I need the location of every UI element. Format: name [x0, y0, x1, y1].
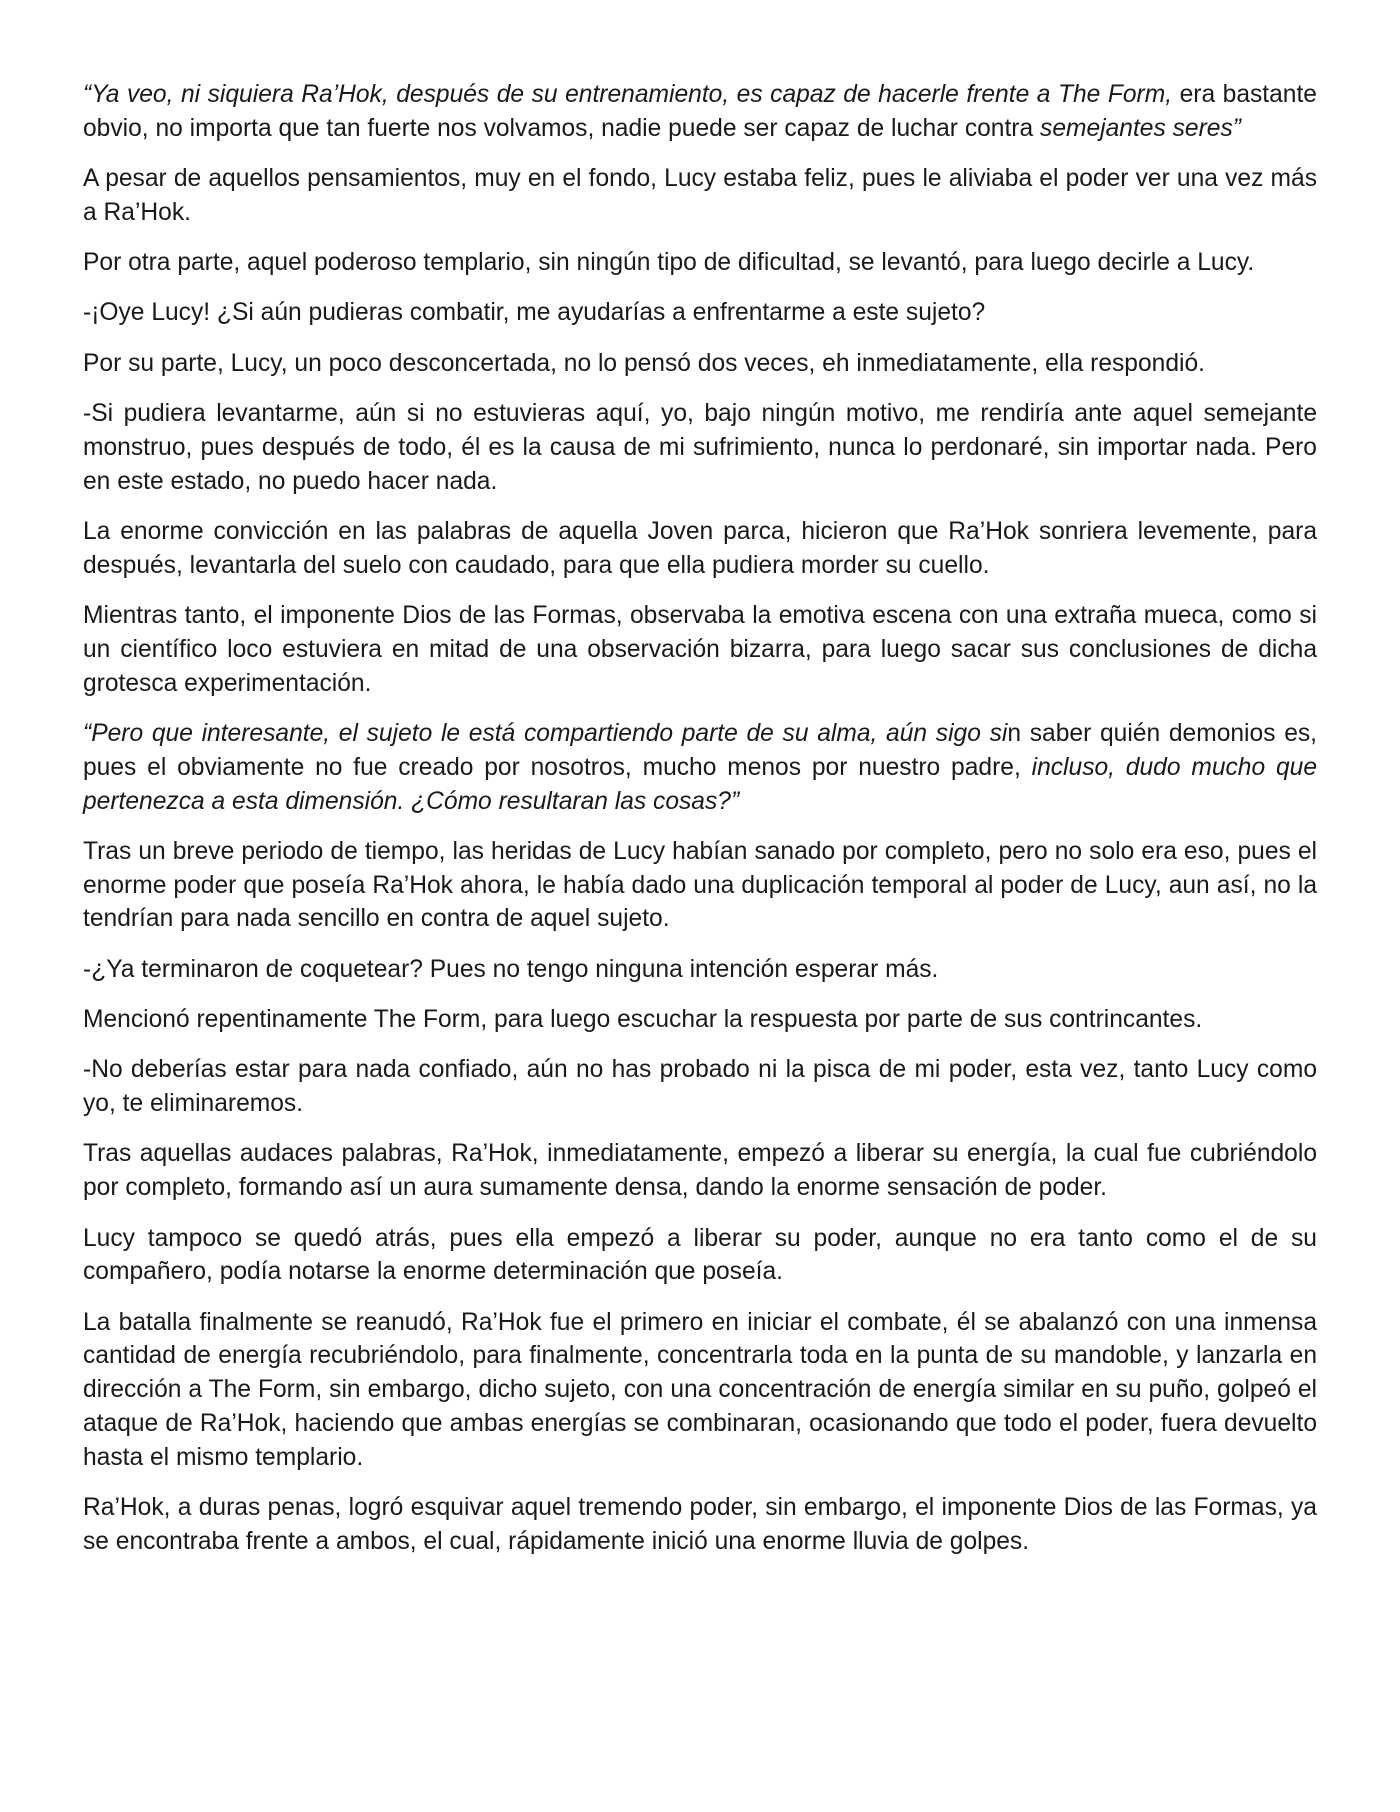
paragraph-2 — [83, 162, 1317, 230]
paragraph-12 — [83, 1003, 1317, 1037]
paragraph-16 — [83, 1306, 1317, 1475]
paragraph-6 — [83, 397, 1317, 498]
paragraph-text: La batalla finalmente se reanudó, Ra’Hok fue el primero en iniciar el combate, él se abalanzó con una inmensa cantidad de energía recubriéndolo, para finalmente, concentrarla toda en la punta de su mandoble, y lanzarla en dirección a The Form, sin embargo, dicho sujeto, con una concentración de energía similar en su puño, golpeó el ataque de Ra’Hok, haciendo que ambas energías se combinaran, ocasionando que todo el poder, fuera devuelto hasta el mismo templario. — [83, 1308, 1317, 1471]
paragraph-text: era bastante obvio, no importa que tan fuerte nos volvamos, nadie puede ser capaz de luchar contra — [83, 81, 1317, 142]
inner-thought-text: “Ya veo, ni siquiera Ra’Hok, después de su entrenamiento, es capaz de hacerle frente a The Form, — [83, 81, 1173, 108]
paragraph-text: Por otra parte, aquel poderoso templario, sin ningún tipo de dificultad, se levantó, para luego decirle a Lucy. — [83, 249, 1255, 277]
paragraph-text: Tras un breve periodo de tiempo, las heridas de Lucy habían sanado por completo, pero no solo era eso, pues el enorme poder que poseía Ra’Hok ahora, le había dado una duplicación temporal al poder de Lucy, aun así, no la tendrían para nada sencillo en contra de aquel sujeto. — [83, 837, 1317, 933]
dialogue-text: -No deberías estar para nada confiado, aún no has probado ni la pisca de mi poder, esta vez, tanto Lucy como yo, te eliminaremos. — [83, 1056, 1317, 1118]
paragraph-text: Mientras tanto, el imponente Dios de las Formas, observaba la emotiva escena con una extraña mueca, como si un científico loco estuviera en mitad de una observación bizarra, para luego sacar sus conclusiones de dicha grotesca experimentación. — [83, 602, 1317, 697]
paragraph-text: Por su parte, Lucy, un poco desconcertada, no lo pensó dos veces, eh inmediatamente, ella respondió. — [83, 349, 1205, 377]
paragraph-4 — [83, 296, 1317, 330]
paragraph-text: A pesar de aquellos pensamientos, muy en el fondo, Lucy estaba feliz, pues le aliviaba el poder ver una vez más a Ra’Hok. — [83, 165, 1317, 226]
paragraph-7 — [83, 515, 1317, 583]
paragraph-text: Mencionó repentinamente The Form, para luego escuchar la respuesta por parte de sus contrincantes. — [83, 1006, 1203, 1034]
paragraph-text: La enorme convicción en las palabras de aquella Joven parca, hicieron que Ra’Hok sonriera levemente, para después, levantarla del suelo con caudado, para que ella pudiera morder su cuello. — [83, 517, 1317, 579]
paragraph-8 — [83, 599, 1317, 700]
paragraph-text: Tras aquellas audaces palabras, Ra’Hok, inmediatamente, empezó a liberar su energía, la cual fue cubriéndolo por completo, formando así un aura sumamente densa, dando la enorme sensación de poder. — [83, 1140, 1317, 1202]
dialogue-text: -¿Ya terminaron de coquetear? Pues no tengo ninguna intención esperar más. — [83, 955, 939, 983]
paragraph-13 — [83, 1053, 1317, 1121]
paragraph-text: Ra’Hok, a duras penas, logró esquivar aquel tremendo poder, sin embargo, el imponente Dios de las Formas, ya se encontraba frente a ambos, el cual, rápidamente inició una enorme lluvia de golpes. — [83, 1494, 1317, 1555]
inner-thought-text: semejantes seres” — [1040, 114, 1241, 142]
paragraph-11 — [83, 953, 1317, 987]
paragraph-text: n saber quién demonios es, pues el obviamente no fue creado por nosotros, mucho menos por nuestro padre, — [83, 719, 1318, 781]
paragraph-1 — [83, 78, 1317, 146]
paragraph-14 — [83, 1137, 1317, 1205]
dialogue-text: -Si pudiera levantarme, aún si no estuvieras aquí, yo, bajo ningún motivo, me rendiría ante aquel semejante monstruo, pues después de todo, él es la causa de mi sufrimiento, nunca lo perdonaré, sin importar nada. Pero en este estado, no puedo hacer nada. — [83, 400, 1317, 495]
dialogue-text: -¡Oye Lucy! ¿Si aún pudieras combatir, me ayudarías a enfrentarme a este sujeto? — [83, 299, 986, 327]
inner-thought-text: “Pero que interesante, el sujeto le está compartiendo parte de su alma, aún sigo si — [83, 719, 1008, 747]
inner-thought-text: incluso, dudo mucho que pertenezca a esta dimensión. ¿Cómo resultaran las cosas?” — [83, 753, 1318, 815]
paragraph-9 — [83, 717, 1317, 818]
paragraph-text: Lucy tampoco se quedó atrás, pues ella empezó a liberar su poder, aunque no era tanto como el de su compañero, podía notarse la enorme determinación que poseía. — [83, 1224, 1317, 1286]
paragraph-17 — [83, 1491, 1317, 1559]
paragraph-10 — [83, 835, 1317, 936]
paragraph-15 — [83, 1222, 1317, 1290]
paragraph-5 — [83, 347, 1317, 381]
paragraph-3 — [83, 246, 1317, 280]
document-page — [83, 78, 1317, 1559]
